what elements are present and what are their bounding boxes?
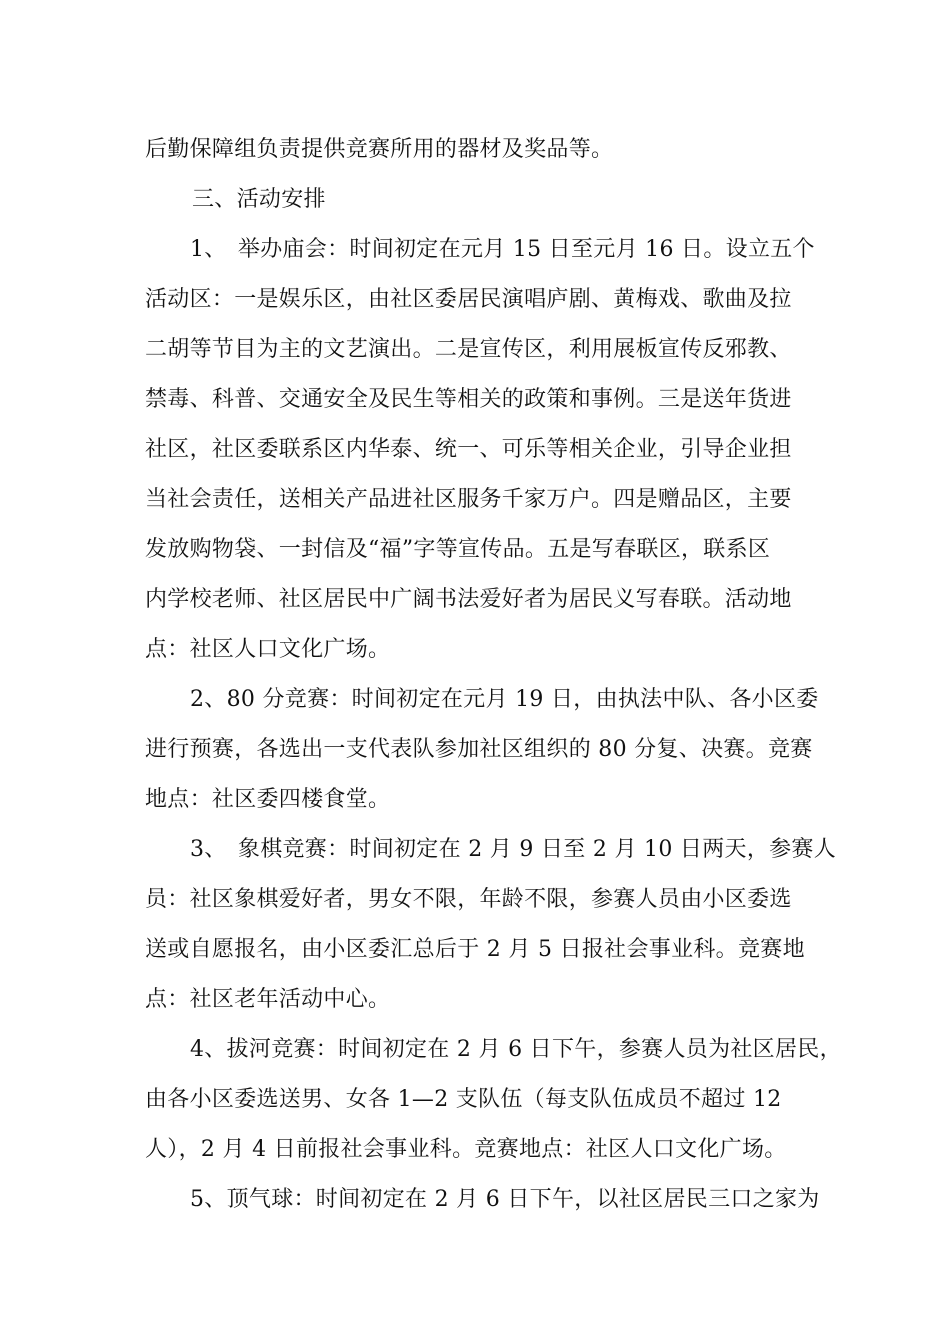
text-line: 后勤保障组负责提供竞赛所用的器材及奖品等。 (145, 137, 614, 162)
text-line: 人），2 月 4 日前报社会事业科。竞赛地点：社区人口文化广场。 (145, 1137, 787, 1162)
text-line: 点：社区老年活动中心。 (145, 987, 391, 1012)
text-line: 发放购物袋、一封信及“福”字等宣传品。五是写春联区，联系区 (145, 537, 771, 562)
text-line: 4、拔河竞赛：时间初定在 2 月 6 日下午，参赛人员为社区居民， (190, 1037, 842, 1062)
text-line: 1、 举办庙会：时间初定在元月 15 日至元月 16 日。设立五个 (190, 237, 815, 262)
text-line: 内学校老师、社区居民中广阔书法爱好者为居民义写春联。活动地 (145, 587, 792, 612)
text-line: 当社会责任，送相关产品进社区服务千家万户。四是赠品区，主要 (145, 487, 792, 512)
text-line: 员：社区象棋爱好者，男女不限，年龄不限，参赛人员由小区委选 (145, 887, 792, 912)
text-line: 活动区：一是娱乐区，由社区委居民演唱庐剧、黄梅戏、歌曲及拉 (145, 287, 792, 312)
text-line: 进行预赛，各选出一支代表队参加社区组织的 80 分复、决赛。竞赛 (145, 737, 813, 762)
text-line: 2、80 分竞赛：时间初定在元月 19 日，由执法中队、各小区委 (190, 687, 819, 712)
text-line: 5、顶气球：时间初定在 2 月 6 日下午，以社区居民三口之家为 (190, 1187, 820, 1212)
section-heading: 三、活动安排 (192, 187, 326, 212)
text-line: 地点：社区委四楼食堂。 (145, 787, 391, 812)
text-line: 二胡等节目为主的文艺演出。二是宣传区，利用展板宣传反邪教、 (145, 337, 792, 362)
text-line: 3、 象棋竞赛：时间初定在 2 月 9 日至 2 月 10 日两天，参赛人 (190, 837, 837, 862)
text-line: 由各小区委选送男、女各 1—2 支队伍（每支队伍成员不超过 12 (145, 1087, 782, 1112)
text-line: 社区，社区委联系区内华泰、统一、可乐等相关企业，引导企业担 (145, 437, 792, 462)
text-line: 禁毒、科普、交通安全及民生等相关的政策和事例。三是送年货进 (145, 387, 792, 412)
text-line: 送或自愿报名，由小区委汇总后于 2 月 5 日报社会事业科。竞赛地 (145, 937, 805, 962)
text-line: 点：社区人口文化广场。 (145, 637, 391, 662)
